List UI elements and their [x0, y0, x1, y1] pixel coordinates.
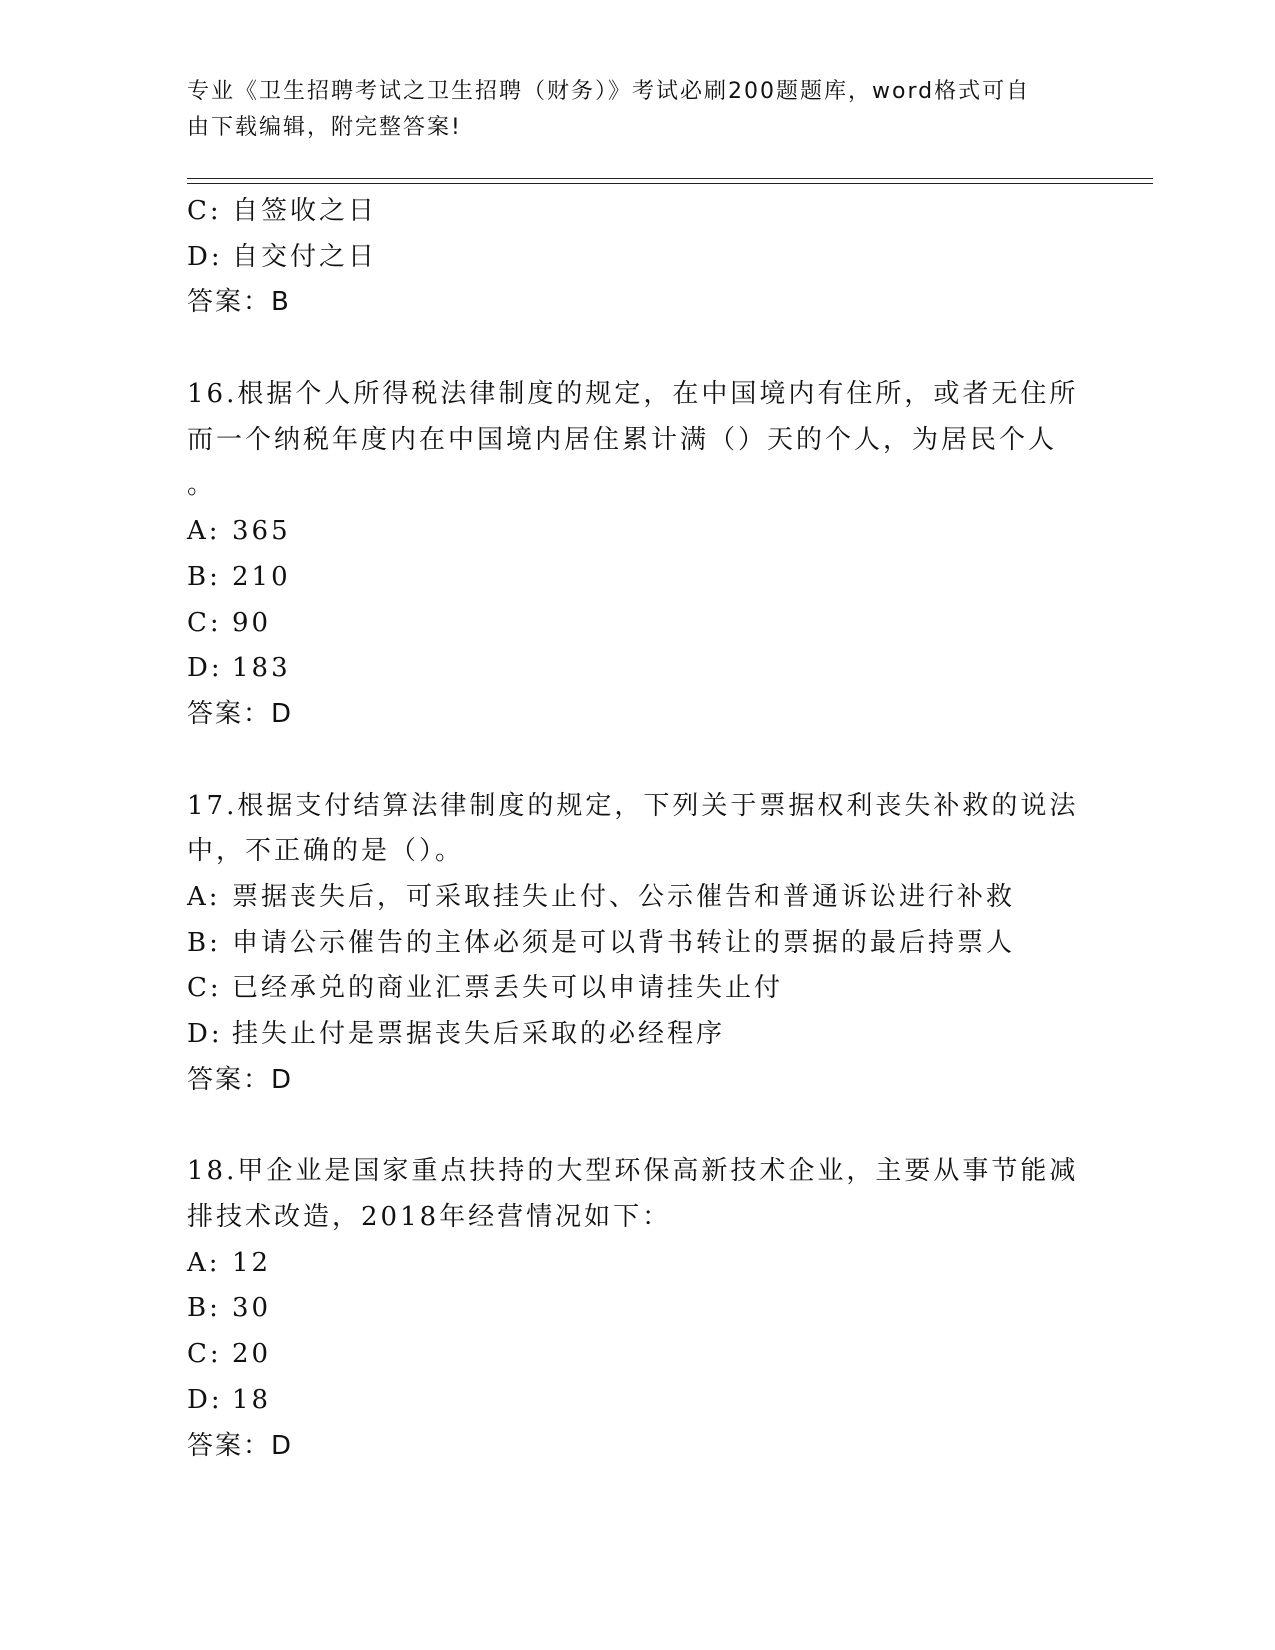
question-list	[187, 189, 1087, 1469]
question-16	[187, 372, 1087, 738]
option-key: A:	[187, 1247, 221, 1278]
option-key: A:	[187, 516, 221, 547]
option-text: 18	[232, 1384, 272, 1415]
answer: 答案：D	[187, 698, 294, 729]
answer: 答案：D	[187, 1064, 294, 1095]
option-c	[187, 601, 1087, 647]
question-stem-line: 17.根据支付结算法律制度的规定，下列关于票据权利丧失补救的说法	[187, 790, 1079, 821]
question-stem-line: 中，不正确的是（）。	[187, 836, 465, 867]
option-text: 12	[232, 1247, 272, 1278]
spacer	[187, 738, 1087, 784]
option-key: D:	[187, 241, 223, 272]
option-d	[187, 1378, 1087, 1424]
option-text: 已经承兑的商业汇票丢失可以申请挂失止付	[232, 973, 784, 1004]
option-d	[187, 646, 1087, 692]
option-c	[187, 189, 1087, 235]
option-text: 365	[232, 516, 291, 547]
question-18	[187, 1149, 1087, 1469]
option-key: B:	[187, 561, 221, 592]
option-text: 183	[232, 653, 291, 684]
question-15	[187, 189, 1087, 326]
answer: 答案：B	[187, 287, 291, 318]
option-b	[187, 921, 1087, 967]
question-stem-line: 16.根据个人所得税法律制度的规定，在中国境内有住所，或者无住所	[187, 379, 1079, 410]
option-key: C:	[187, 196, 222, 226]
option-key: B:	[187, 927, 221, 958]
option-d	[187, 235, 1087, 281]
option-d	[187, 1012, 1087, 1058]
option-text: 票据丧失后，可采取挂失止付、公示催告和普通诉讼进行补救	[232, 881, 1016, 912]
option-key: D:	[187, 1384, 223, 1415]
option-text: 挂失止付是票据丧失后采取的必经程序	[232, 1019, 726, 1049]
option-key: D:	[187, 653, 223, 684]
option-a	[187, 1241, 1087, 1287]
header-title-line-2: 由下载编辑，附完整答案!	[187, 115, 462, 140]
option-text: 自交付之日	[232, 241, 378, 272]
option-key: B:	[187, 1293, 221, 1324]
option-text: 申请公示催告的主体必须是可以背书转让的票据的最后持票人	[232, 927, 1016, 958]
option-key: C:	[187, 1339, 222, 1370]
option-key: C:	[187, 973, 222, 1004]
spacer	[187, 326, 1087, 372]
option-c	[187, 1332, 1087, 1378]
header-rule-bottom	[187, 183, 1153, 184]
option-key: A:	[187, 881, 221, 912]
option-text: 自签收之日	[232, 196, 378, 226]
option-text: 210	[232, 561, 291, 592]
header-title-line-1: 专业《卫生招聘考试之卫生招聘（财务）》考试必刷200题题库，word格式可自	[187, 79, 1031, 104]
option-b	[187, 555, 1087, 601]
option-a	[187, 509, 1087, 555]
option-b	[187, 1286, 1087, 1332]
document-header	[187, 74, 1067, 146]
option-text: 90	[232, 607, 272, 638]
option-text: 30	[232, 1293, 272, 1324]
question-17	[187, 784, 1087, 1104]
option-a	[187, 875, 1087, 921]
spacer	[187, 1103, 1087, 1149]
option-c	[187, 966, 1087, 1012]
question-stem-line: 。	[187, 470, 217, 501]
option-key: D:	[187, 1019, 223, 1049]
option-key: C:	[187, 607, 222, 638]
header-rule-top	[187, 178, 1153, 179]
question-stem-line: 而一个纳税年度内在中国境内居住累计满（）天的个人，为居民个人	[187, 424, 1058, 455]
option-text: 20	[232, 1339, 272, 1370]
question-stem-line: 排技术改造，2018年经营情况如下：	[187, 1202, 672, 1233]
question-stem-line: 18.甲企业是国家重点扶持的大型环保高新技术企业，主要从事节能减	[187, 1156, 1079, 1187]
answer: 答案：D	[187, 1430, 294, 1461]
